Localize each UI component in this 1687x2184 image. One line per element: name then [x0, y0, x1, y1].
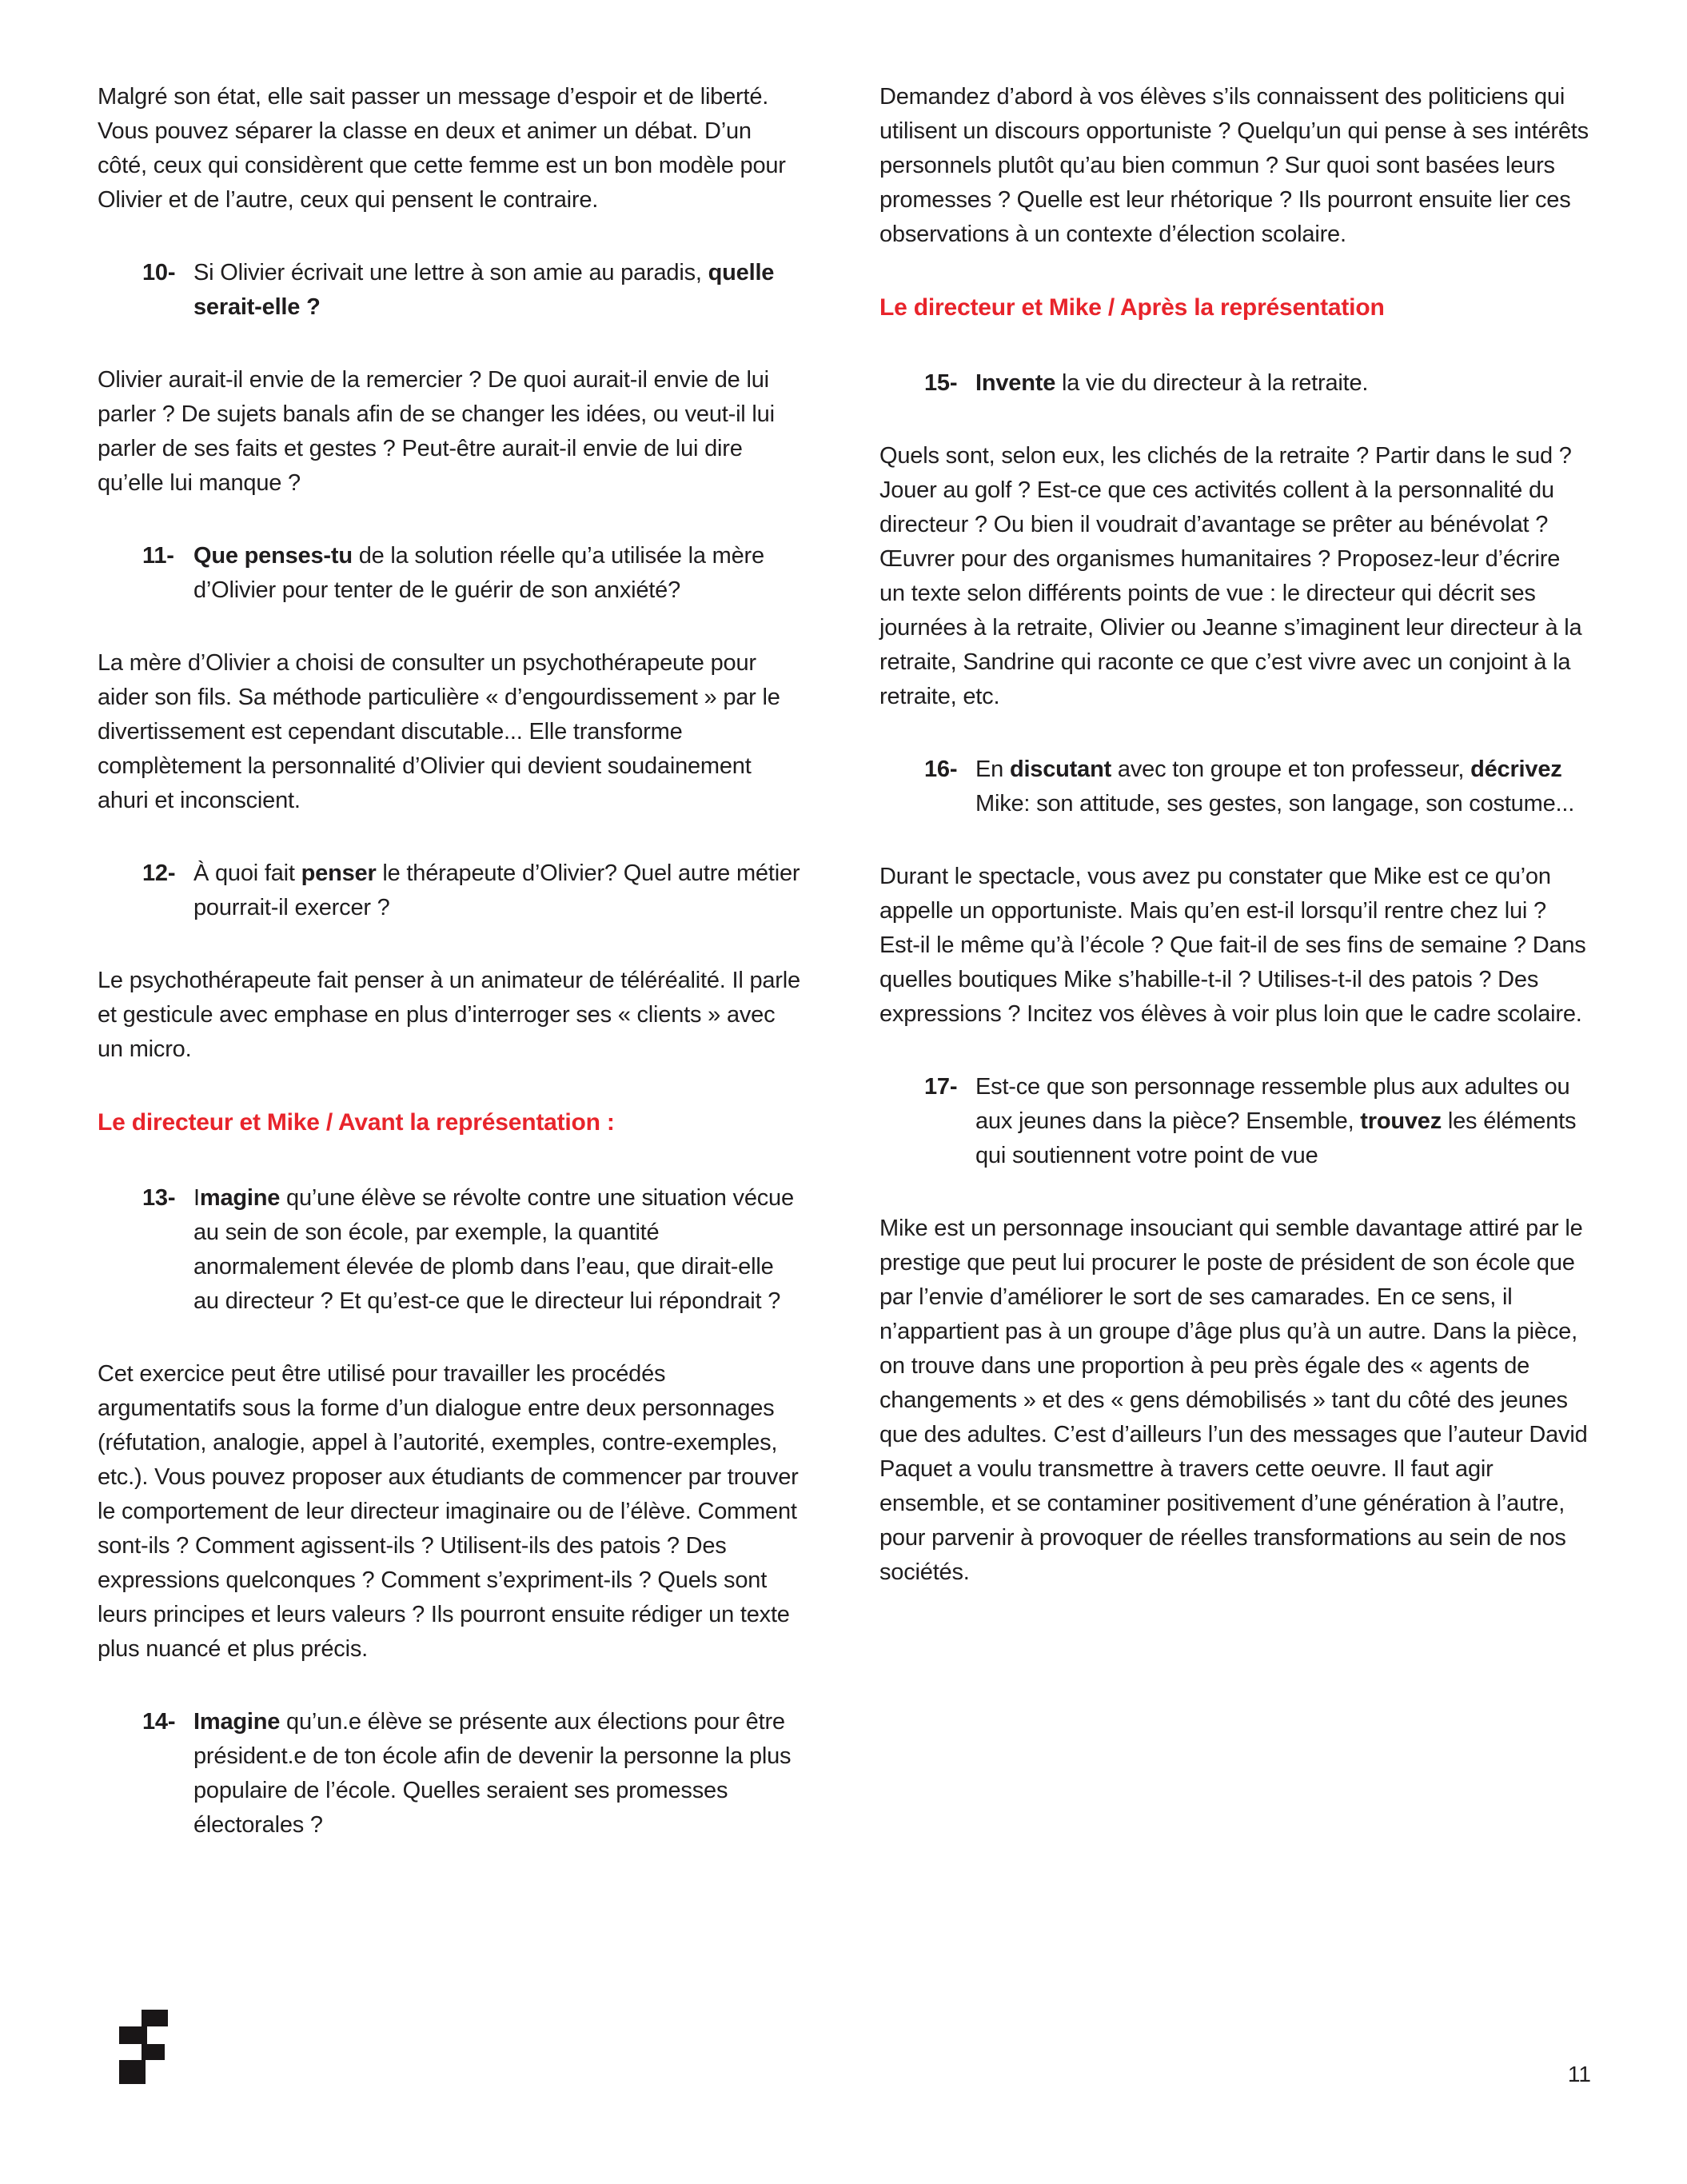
fracas-logo-icon — [119, 2010, 168, 2084]
question-text: À quoi fait penser le thérapeute d’Olivier? Quel autre métier pourrait-il exercer ? — [193, 860, 800, 920]
question-number: 13- — [142, 1185, 176, 1211]
question-number: 14- — [142, 1709, 176, 1735]
paragraph: Cet exercice peut être utilisé pour travailler les procédés argumentatifs sous la forme d’un dialogue entre deux personnages (réfutation, analogie, appel à l’autorité, exemples, contre-exemples, etc.). Vous pouvez proposer aux étudiants de commencer par trouver le comportement de leur directeur imaginaire ou de l’élève. Comment sont-ils ? Comment agissent-ils ? Utilisent-ils des patois ? Des expressions quelconques ? Comment s’expriment-ils ? Quels sont leurs principes et leurs valeurs ? Ils pourront ensuite rédiger un texte plus nuancé et plus précis. — [98, 1361, 799, 1662]
question-item — [98, 1181, 805, 1319]
right-column — [879, 80, 1591, 1628]
question-item — [98, 256, 805, 325]
question-item — [98, 1705, 805, 1843]
question-number: 12- — [142, 860, 176, 886]
paragraph: Malgré son état, elle sait passer un message d’espoir et de liberté. Vous pouvez séparer la classe en deux et animer un débat. D’un côté, ceux qui considèrent que cette femme est un bon modèle pour Olivier et de l’autre, ceux qui pensent le contraire. — [98, 84, 786, 213]
question-item — [98, 539, 805, 608]
question-text: Que penses-tu de la solution réelle qu’a utilisée la mère d’Olivier pour tenter de le guérir de son anxiété? — [193, 543, 764, 603]
paragraph: Demandez d’abord à vos élèves s’ils connaissent des politiciens qui utilisent un discours opportuniste ? Quelqu’un qui pense à ses intérêts personnels plutôt qu’au bien commun ? Sur quoi sont basées leurs promesses ? Quelle est leur rhétorique ? Ils pourront ensuite lier ces observations à un contexte d’élection scolaire. — [879, 84, 1589, 247]
paragraph: Olivier aurait-il envie de la remercier ? De quoi aurait-il envie de lui parler ? De sujets banals afin de se changer les idées, ou veut-il lui parler de ses faits et gestes ? Peut-être aurait-il envie de lui dire qu’elle lui manque ? — [98, 367, 775, 496]
paragraph: Quels sont, selon eux, les clichés de la retraite ? Partir dans le sud ? Jouer au golf ? Est-ce que ces activités collent à la personnalité du directeur ? Ou bien il voudrait d’avantage se prêter au bénévolat ? Œuvrer pour des organismes humanitaires ? Proposez-leur d’écrire un texte selon différents points de vue : le directeur qui décrit ses journées à la retraite, Olivier ou Jeanne s’imaginent leur directeur à la retraite, Sandrine qui raconte ce que c’est vivre avec un conjoint à la retraite, etc. — [879, 443, 1582, 709]
page-number: 11 — [1567, 2062, 1591, 2086]
question-text: Si Olivier écrivait une lettre à son amie au paradis, quelle serait-elle ? — [193, 260, 775, 320]
question-text: En discutant avec ton groupe et ton professeur, décrivez Mike: son attitude, ses gestes, son langage, son costume... — [975, 757, 1575, 817]
question-number: 17- — [924, 1074, 958, 1100]
question-number: 15- — [924, 370, 958, 396]
question-item — [879, 753, 1591, 821]
paragraph: Mike est un personnage insouciant qui semble davantage attiré par le prestige que peut lui procurer le poste de président de son école que par l’envie d’améliorer le sort de ses camarades. En ce sens, il n’appartient pas à un groupe d’âge plus qu’à un autre. Dans la pièce, on trouve dans une proportion à peu près égale des « agents de changements » et des « gens démobilisés » tant du côté des jeunes que des adultes. C’est d’ailleurs l’un des messages que l’auteur David Paquet a voulu transmettre à travers cette oeuvre. Il faut agir ensemble, et se contaminer positivement d’une génération à l’autre, pour parvenir à provoquer de réelles transformations au sein de nos sociétés. — [879, 1216, 1588, 1585]
left-column — [98, 80, 805, 1881]
question-number: 11- — [142, 543, 174, 569]
paragraph: Durant le spectacle, vous avez pu constater que Mike est ce qu’on appelle un opportuniste. Mais qu’en est-il lorsqu’il rentre chez lui ? Est-il le même qu’à l’école ? Que fait-il de ses fins de semaine ? Dans quelles boutiques Mike s’habille-t-il ? Utilises-t-il des patois ? Des expressions ? Incitez vos élèves à voir plus loin que le cadre scolaire. — [879, 864, 1586, 1027]
question-text: Imagine qu’une élève se révolte contre une situation vécue au sein de son école, par exemple, la quantité anormalement élevée de plomb dans l’eau, que dirait-elle au directeur ? Et qu’est-ce que le directeur lui répondrait ? — [193, 1185, 794, 1314]
question-text: Invente la vie du directeur à la retraite. — [975, 370, 1369, 396]
question-item — [879, 1070, 1591, 1173]
paragraph: La mère d’Olivier a choisi de consulter un psychothérapeute pour aider son fils. Sa méthode particulière « d’engourdissement » par le divertissement est cependant discutable... Elle transforme complètement la personnalité d’Olivier qui devient soudainement ahuri et inconscient. — [98, 650, 780, 813]
question-item — [879, 366, 1591, 401]
question-number: 10- — [142, 260, 176, 285]
question-item — [98, 856, 805, 925]
section-heading: Le directeur et Mike / Après la représentation — [879, 294, 1385, 321]
question-text: Est-ce que son personnage ressemble plus aux adultes ou aux jeunes dans la pièce? Ensemble, trouvez les éléments qui soutiennent votre point de vue — [975, 1074, 1577, 1168]
paragraph: Le psychothérapeute fait penser à un animateur de téléréalité. Il parle et gesticule avec emphase en plus d’interroger ses « clients » avec un micro. — [98, 968, 800, 1062]
question-text: Imagine qu’un.e élève se présente aux élections pour être président.e de ton école afin de devenir la personne la plus populaire de l’école. Quelles seraient ses promesses électorales ? — [193, 1709, 792, 1838]
section-heading: Le directeur et Mike / Avant la représentation : — [98, 1109, 615, 1136]
question-number: 16- — [924, 757, 958, 782]
